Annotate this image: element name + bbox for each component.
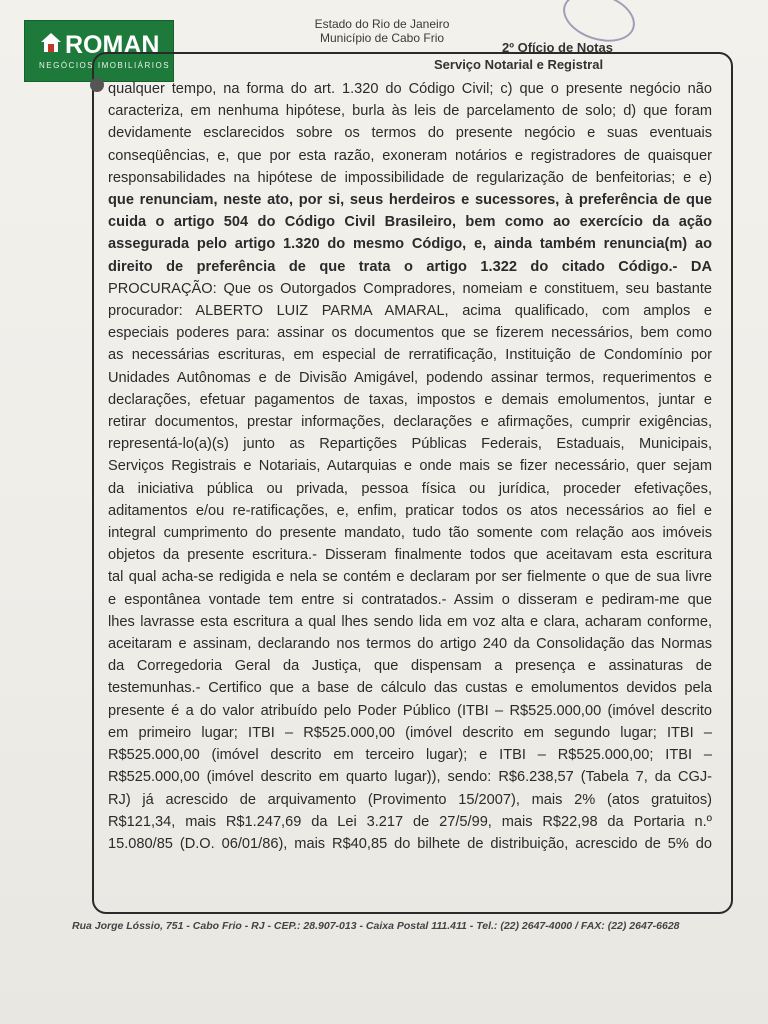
body-line: conseqüências, e, que por esta razão, exoneram notários e registradores de quaisquer — [108, 147, 712, 164]
body-line: RJ) já acrescido de arquivamento (Provimento 15/2007), mais 2% (atos gratuitos) — [108, 791, 712, 808]
body-line: devidamente esclarecidos sobre os termos do presente negócio e suas eventuais — [108, 125, 712, 142]
body-line: tal qual acha-se redigida e nela se contém e declaram por ser fielmente o que de sua livre — [108, 569, 712, 586]
body-line: que renunciam, neste ato, por si, seus herdeiros e sucessores, à preferência de que — [108, 192, 712, 209]
body-line: da Corregedoria Geral da Justiça, que dispensam a presença e assinaturas de — [108, 658, 712, 675]
body-line: PROCURAÇÃO: Que os Outorgados Compradores, nomeiam e constituem, seu bastante — [108, 280, 712, 297]
body-line: R$525.000,00 (imóvel descrito em quarto lugar)), sendo: R$6.238,57 (Tabela 7, da CGJ- — [108, 769, 712, 786]
house-icon — [39, 30, 63, 54]
body-line: integral cumprimento do presente mandato, tudo tão somente com relação aos imóveis — [108, 525, 712, 542]
body-line: Serviços Registrais e Notariais, Autarquias e onde mais se fizer necessário, quer sejam — [108, 458, 712, 475]
header-office: 2º Ofício de Notas — [502, 40, 613, 55]
body-line: e espontânea vontade tem entre si contratados.- Assim o disseram e pediram-me que — [108, 591, 712, 608]
body-line: da iniciativa pública ou privada, pessoa física ou jurídica, proceder efetivações, — [108, 480, 712, 497]
body-line: responsabilidades na hipótese de impossibilidade de regularização de benfeitorias; e e) — [108, 169, 712, 186]
binding-hole — [90, 78, 104, 92]
body-line: declarações, efetuar pagamentos de taxas, impostos e demais emolumentos, juntar e — [108, 391, 712, 408]
logo-brand-name: ROMAN — [65, 31, 160, 59]
body-line: aceitaram e assinam, declarando nos termos do artigo 240 da Consolidação das Normas — [108, 636, 712, 653]
body-line: assegurada pelo artigo 1.320 do mesmo Código, e, ainda também renuncia(m) ao — [108, 236, 712, 253]
body-line: presente é a do valor atribuído pelo Poder Público (ITBI – R$525.000,00 (imóvel descrito — [108, 702, 712, 719]
body-line: R$121,34, mais R$1.247,69 da Lei 3.217 de 27/5/99, mais R$22,98 da Portaria n.º — [108, 813, 712, 830]
footer-address: Rua Jorge Lóssio, 751 - Cabo Frio - RJ - CEP.: 28.907-013 - Caixa Postal 111.411 - Tel.: (22) 2647-4000 / FAX: (22) 2647-6628 — [72, 920, 680, 932]
body-line: procurador: ALBERTO LUIZ PARMA AMARAL, acima qualificado, com amplos e — [108, 303, 712, 320]
header-state: Estado do Rio de Janeiro — [314, 17, 450, 31]
body-line: representá-lo(a)(s) junto as Repartições Públicas Federais, Estaduais, Municipais, — [108, 436, 712, 453]
body-line: lhes lavrasse esta escritura a qual lhes sendo lida em voz alta e clara, acharam conforme, — [108, 613, 712, 630]
body-line: objetos da presente escritura.- Disseram finalmente todos que aceitavam esta escritura — [108, 547, 712, 564]
body-line: retirar documentos, prestar informações, declarações e afirmações, cumprir exigências, — [108, 414, 712, 431]
header-municipality: Município de Cabo Frio — [319, 31, 445, 45]
body-line: 15.080/85 (D.O. 06/01/86), mais R$40,85 do bilhete de distribuição, acrescido de 5% do — [108, 835, 712, 852]
body-line: testemunhas.- Certifico que a base de cálculo das custas e emolumentos devidos pela — [108, 680, 712, 697]
logo-subtitle: NEGÓCIOS IMOBILIÁRIOS — [39, 61, 171, 70]
body-line: cuida o artigo 504 do Código Civil Brasileiro, bem como ao exercício da ação — [108, 214, 712, 231]
body-line: aditamentos e/ou re-ratificações, e, enfim, praticar todos os atos necessários ao fiel e — [108, 502, 712, 519]
body-line: as necessárias escrituras, em especial de rerratificação, Instituição de Condomínio por — [108, 347, 712, 364]
body-line: qualquer tempo, na forma do art. 1.320 do Código Civil; c) que o presente negócio não — [108, 81, 712, 97]
header-service: Serviço Notarial e Registral — [434, 57, 604, 72]
body-line: Unidades Autônomas e de Divisão Amigável, podendo assinar termos, requerimentos e — [108, 369, 712, 386]
body-line: especiais poderes para: assinar os documentos que se fizerem necessários, bem como — [108, 325, 712, 342]
body-line: em primeiro lugar; ITBI – R$525.000,00 (imóvel descrito em segundo lugar; ITBI – — [108, 724, 712, 741]
body-line: R$525.000,00 (imóvel descrito em terceiro lugar); e ITBI – R$525.000,00; ITBI – — [108, 747, 712, 764]
document-body — [108, 78, 712, 855]
body-line: caracteriza, em nenhuma hipótese, burla às leis de parcelamento de solo; d) que foram — [108, 103, 712, 120]
body-line: direito de preferência de que trata o artigo 1.322 do citado Código.- DA — [108, 258, 712, 275]
